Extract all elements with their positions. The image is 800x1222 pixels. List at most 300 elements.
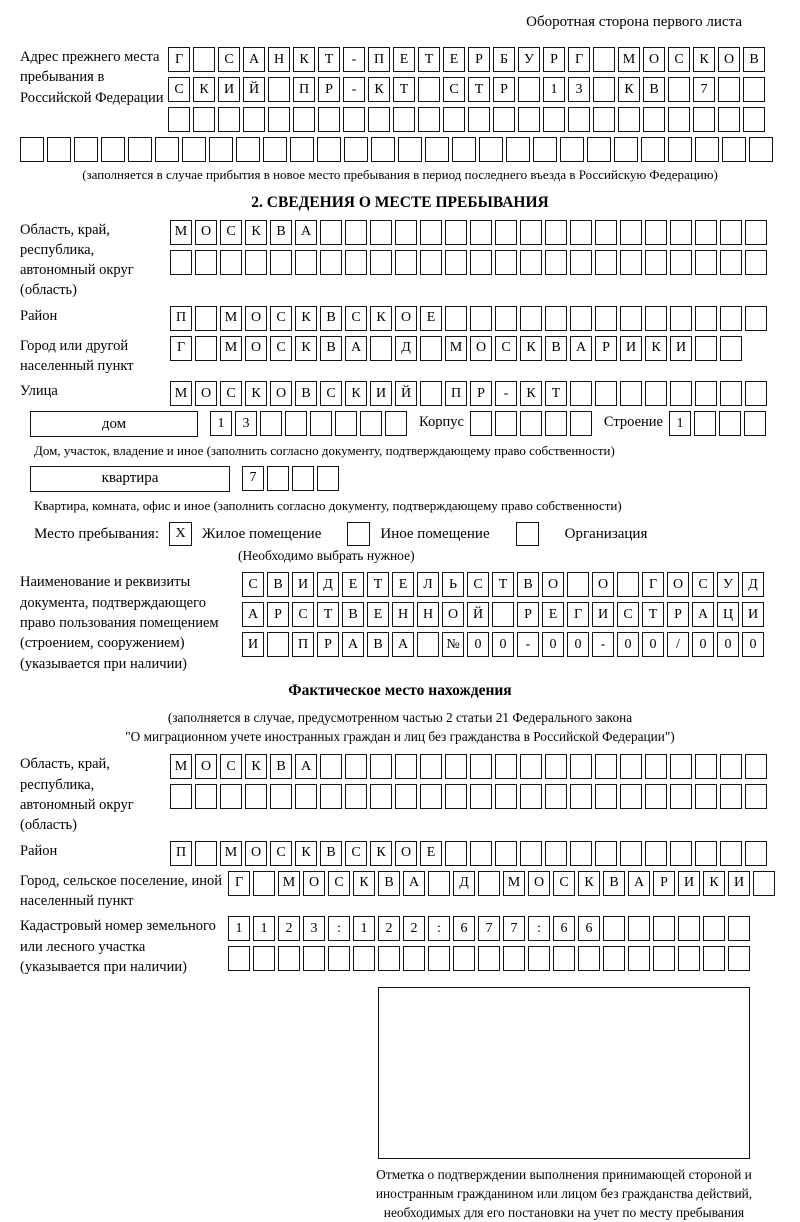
form-cell[interactable] xyxy=(543,107,565,132)
form-cell[interactable] xyxy=(668,77,690,102)
form-cell[interactable] xyxy=(420,250,442,275)
form-cell[interactable] xyxy=(628,946,650,971)
form-cell[interactable] xyxy=(420,220,442,245)
form-cell[interactable] xyxy=(520,306,542,331)
form-cell[interactable]: Г xyxy=(168,47,190,72)
form-cell[interactable] xyxy=(745,841,767,866)
form-cell[interactable] xyxy=(545,841,567,866)
form-cell[interactable] xyxy=(620,784,642,809)
form-cell[interactable]: - xyxy=(343,77,365,102)
form-cell[interactable] xyxy=(195,336,217,361)
form-cell[interactable] xyxy=(345,784,367,809)
form-cell[interactable] xyxy=(285,411,307,436)
form-cell[interactable] xyxy=(570,841,592,866)
form-cell[interactable] xyxy=(695,336,717,361)
form-cell[interactable] xyxy=(443,107,465,132)
form-cell[interactable]: 0 xyxy=(567,632,589,657)
form-cell[interactable]: К xyxy=(618,77,640,102)
form-cell[interactable]: Д xyxy=(453,871,475,896)
form-cell[interactable] xyxy=(720,841,742,866)
form-cell[interactable] xyxy=(478,871,500,896)
form-cell[interactable]: К xyxy=(370,841,392,866)
form-cell[interactable] xyxy=(645,220,667,245)
form-cell[interactable] xyxy=(478,946,500,971)
form-cell[interactable]: Е xyxy=(392,572,414,597)
form-cell[interactable]: Б xyxy=(493,47,515,72)
form-cell[interactable] xyxy=(267,466,289,491)
form-cell[interactable]: 0 xyxy=(492,632,514,657)
form-cell[interactable] xyxy=(678,916,700,941)
form-cell[interactable] xyxy=(320,754,342,779)
form-cell[interactable] xyxy=(345,220,367,245)
form-cell[interactable] xyxy=(595,754,617,779)
form-cell[interactable] xyxy=(290,137,314,162)
form-cell[interactable]: С xyxy=(495,336,517,361)
form-cell[interactable]: В xyxy=(320,841,342,866)
form-cell[interactable]: С xyxy=(270,841,292,866)
form-cell[interactable]: С xyxy=(320,381,342,406)
form-cell[interactable] xyxy=(694,411,716,436)
form-cell[interactable]: К xyxy=(245,220,267,245)
form-cell[interactable] xyxy=(317,137,341,162)
form-cell[interactable] xyxy=(645,306,667,331)
form-cell[interactable]: Р xyxy=(468,47,490,72)
form-cell[interactable]: В xyxy=(270,220,292,245)
form-cell[interactable]: А xyxy=(403,871,425,896)
form-cell[interactable]: А xyxy=(295,754,317,779)
form-cell[interactable] xyxy=(506,137,530,162)
form-cell[interactable] xyxy=(195,784,217,809)
form-cell[interactable]: К xyxy=(645,336,667,361)
form-cell[interactable]: М xyxy=(170,754,192,779)
form-cell[interactable] xyxy=(568,107,590,132)
form-cell[interactable] xyxy=(343,107,365,132)
form-cell[interactable]: С xyxy=(292,602,314,627)
form-cell[interactable]: 3 xyxy=(568,77,590,102)
form-cell[interactable] xyxy=(653,946,675,971)
form-cell[interactable]: / xyxy=(667,632,689,657)
form-cell[interactable]: М xyxy=(220,336,242,361)
form-cell[interactable] xyxy=(370,784,392,809)
form-cell[interactable] xyxy=(495,754,517,779)
form-cell[interactable] xyxy=(670,306,692,331)
form-cell[interactable] xyxy=(317,466,339,491)
form-cell[interactable] xyxy=(645,841,667,866)
form-cell[interactable]: В xyxy=(320,306,342,331)
form-cell[interactable] xyxy=(720,220,742,245)
form-cell[interactable] xyxy=(253,946,275,971)
form-cell[interactable] xyxy=(268,107,290,132)
form-cell[interactable] xyxy=(745,784,767,809)
form-cell[interactable]: Р xyxy=(653,871,675,896)
form-cell[interactable]: В xyxy=(378,871,400,896)
form-cell[interactable] xyxy=(452,137,476,162)
form-cell[interactable]: О xyxy=(718,47,740,72)
form-cell[interactable] xyxy=(520,411,542,436)
form-cell[interactable] xyxy=(428,946,450,971)
form-cell[interactable]: О xyxy=(195,754,217,779)
form-cell[interactable]: К xyxy=(368,77,390,102)
form-cell[interactable] xyxy=(620,220,642,245)
form-cell[interactable] xyxy=(595,220,617,245)
form-cell[interactable]: 3 xyxy=(235,411,257,436)
form-cell[interactable] xyxy=(520,754,542,779)
form-cell[interactable] xyxy=(495,306,517,331)
form-cell[interactable] xyxy=(570,754,592,779)
form-cell[interactable] xyxy=(220,784,242,809)
form-cell[interactable] xyxy=(245,250,267,275)
form-cell[interactable]: : xyxy=(428,916,450,941)
form-cell[interactable] xyxy=(720,784,742,809)
form-cell[interactable]: Ц xyxy=(717,602,739,627)
form-cell[interactable]: В xyxy=(643,77,665,102)
form-cell[interactable]: Т xyxy=(317,602,339,627)
form-cell[interactable]: С xyxy=(220,381,242,406)
form-cell[interactable] xyxy=(371,137,395,162)
form-cell[interactable] xyxy=(587,137,611,162)
form-cell[interactable] xyxy=(195,250,217,275)
form-cell[interactable] xyxy=(545,220,567,245)
form-cell[interactable] xyxy=(420,381,442,406)
form-cell[interactable]: Е xyxy=(420,306,442,331)
form-cell[interactable] xyxy=(320,220,342,245)
form-cell[interactable] xyxy=(645,784,667,809)
form-cell[interactable]: Р xyxy=(667,602,689,627)
form-cell[interactable]: В xyxy=(295,381,317,406)
form-cell[interactable]: С xyxy=(242,572,264,597)
form-cell[interactable]: Н xyxy=(392,602,414,627)
form-cell[interactable] xyxy=(445,250,467,275)
form-cell[interactable]: Г xyxy=(170,336,192,361)
form-cell[interactable] xyxy=(570,250,592,275)
form-cell[interactable]: О xyxy=(542,572,564,597)
form-cell[interactable] xyxy=(703,916,725,941)
form-cell[interactable] xyxy=(495,250,517,275)
form-cell[interactable] xyxy=(320,250,342,275)
form-cell[interactable] xyxy=(20,137,44,162)
form-cell[interactable] xyxy=(170,784,192,809)
form-cell[interactable] xyxy=(518,77,540,102)
form-cell[interactable] xyxy=(318,107,340,132)
form-cell[interactable] xyxy=(645,250,667,275)
form-cell[interactable]: К xyxy=(578,871,600,896)
form-cell[interactable]: : xyxy=(328,916,350,941)
form-cell[interactable] xyxy=(643,107,665,132)
form-cell[interactable]: Т xyxy=(642,602,664,627)
form-cell[interactable] xyxy=(218,107,240,132)
form-cell[interactable] xyxy=(570,411,592,436)
form-cell[interactable]: С xyxy=(443,77,465,102)
form-cell[interactable] xyxy=(595,381,617,406)
form-cell[interactable]: П xyxy=(368,47,390,72)
form-cell[interactable] xyxy=(470,841,492,866)
form-cell[interactable]: А xyxy=(628,871,650,896)
form-cell[interactable] xyxy=(728,946,750,971)
form-cell[interactable]: Г xyxy=(228,871,250,896)
form-cell[interactable]: И xyxy=(670,336,692,361)
form-cell[interactable]: - xyxy=(495,381,517,406)
form-cell[interactable] xyxy=(553,946,575,971)
form-cell[interactable] xyxy=(618,107,640,132)
form-cell[interactable]: Й xyxy=(467,602,489,627)
form-cell[interactable]: Р xyxy=(517,602,539,627)
form-cell[interactable]: Е xyxy=(393,47,415,72)
form-cell[interactable] xyxy=(595,250,617,275)
form-cell[interactable] xyxy=(170,250,192,275)
form-cell[interactable]: М xyxy=(503,871,525,896)
form-cell[interactable]: А xyxy=(295,220,317,245)
form-cell[interactable] xyxy=(695,306,717,331)
form-cell[interactable] xyxy=(101,137,125,162)
form-cell[interactable] xyxy=(720,754,742,779)
form-cell[interactable]: С xyxy=(345,841,367,866)
form-cell[interactable] xyxy=(370,220,392,245)
form-cell[interactable] xyxy=(420,336,442,361)
form-cell[interactable] xyxy=(495,784,517,809)
form-cell[interactable]: И xyxy=(678,871,700,896)
form-cell[interactable] xyxy=(595,784,617,809)
form-cell[interactable] xyxy=(720,381,742,406)
form-cell[interactable] xyxy=(695,754,717,779)
form-cell[interactable]: И xyxy=(292,572,314,597)
form-cell[interactable]: 1 xyxy=(228,916,250,941)
form-cell[interactable] xyxy=(503,946,525,971)
form-cell[interactable] xyxy=(670,250,692,275)
form-cell[interactable] xyxy=(545,784,567,809)
form-cell[interactable]: И xyxy=(370,381,392,406)
form-cell[interactable]: В xyxy=(267,572,289,597)
form-cell[interactable]: 2 xyxy=(278,916,300,941)
form-cell[interactable] xyxy=(295,250,317,275)
form-cell[interactable] xyxy=(420,784,442,809)
form-cell[interactable]: Т xyxy=(492,572,514,597)
form-cell[interactable]: И xyxy=(742,602,764,627)
form-cell[interactable]: - xyxy=(343,47,365,72)
form-cell[interactable]: А xyxy=(570,336,592,361)
form-cell[interactable]: С xyxy=(218,47,240,72)
form-cell[interactable]: О xyxy=(395,841,417,866)
form-cell[interactable]: Р xyxy=(543,47,565,72)
form-cell[interactable]: 2 xyxy=(403,916,425,941)
form-cell[interactable] xyxy=(753,871,775,896)
form-cell[interactable]: С xyxy=(467,572,489,597)
form-cell[interactable]: О xyxy=(667,572,689,597)
form-cell[interactable] xyxy=(420,754,442,779)
form-cell[interactable] xyxy=(670,841,692,866)
form-cell[interactable] xyxy=(418,107,440,132)
form-cell[interactable] xyxy=(703,946,725,971)
form-cell[interactable]: : xyxy=(528,916,550,941)
form-cell[interactable] xyxy=(718,107,740,132)
form-cell[interactable]: С xyxy=(220,220,242,245)
form-cell[interactable] xyxy=(695,841,717,866)
form-cell[interactable] xyxy=(360,411,382,436)
form-cell[interactable] xyxy=(595,841,617,866)
form-cell[interactable] xyxy=(470,306,492,331)
form-cell[interactable] xyxy=(378,946,400,971)
form-cell[interactable] xyxy=(745,754,767,779)
form-cell[interactable]: С xyxy=(328,871,350,896)
form-cell[interactable] xyxy=(344,137,368,162)
form-cell[interactable]: О xyxy=(303,871,325,896)
form-cell[interactable]: О xyxy=(245,306,267,331)
form-cell[interactable]: 0 xyxy=(542,632,564,657)
form-cell[interactable] xyxy=(745,250,767,275)
form-cell[interactable] xyxy=(370,250,392,275)
form-cell[interactable] xyxy=(278,946,300,971)
form-cell[interactable] xyxy=(545,411,567,436)
form-cell[interactable] xyxy=(445,841,467,866)
form-cell[interactable] xyxy=(695,784,717,809)
form-cell[interactable] xyxy=(155,137,179,162)
form-cell[interactable]: Д xyxy=(317,572,339,597)
form-cell[interactable] xyxy=(719,411,741,436)
form-cell[interactable]: О xyxy=(195,381,217,406)
form-cell[interactable] xyxy=(385,411,407,436)
form-cell[interactable] xyxy=(603,916,625,941)
form-cell[interactable] xyxy=(495,841,517,866)
form-cell[interactable] xyxy=(395,220,417,245)
form-cell[interactable] xyxy=(578,946,600,971)
form-cell[interactable]: 2 xyxy=(378,916,400,941)
form-cell[interactable] xyxy=(695,381,717,406)
form-cell[interactable]: К xyxy=(245,381,267,406)
form-cell[interactable] xyxy=(470,411,492,436)
form-cell[interactable]: Т xyxy=(468,77,490,102)
checkbox-inoe[interactable] xyxy=(347,522,370,546)
form-cell[interactable]: Т xyxy=(318,47,340,72)
form-cell[interactable]: 0 xyxy=(617,632,639,657)
form-cell[interactable] xyxy=(745,381,767,406)
form-cell[interactable]: Е xyxy=(367,602,389,627)
form-cell[interactable] xyxy=(744,411,766,436)
form-cell[interactable] xyxy=(695,250,717,275)
form-cell[interactable]: 0 xyxy=(692,632,714,657)
form-cell[interactable] xyxy=(353,946,375,971)
form-cell[interactable] xyxy=(570,381,592,406)
form-cell[interactable] xyxy=(670,220,692,245)
form-cell[interactable] xyxy=(678,946,700,971)
form-cell[interactable] xyxy=(641,137,665,162)
form-cell[interactable] xyxy=(620,381,642,406)
form-cell[interactable]: К xyxy=(520,381,542,406)
form-cell[interactable] xyxy=(445,220,467,245)
form-cell[interactable]: 1 xyxy=(210,411,232,436)
form-cell[interactable]: И xyxy=(218,77,240,102)
form-cell[interactable]: К xyxy=(295,841,317,866)
form-cell[interactable] xyxy=(670,381,692,406)
form-cell[interactable] xyxy=(267,632,289,657)
form-cell[interactable]: С xyxy=(668,47,690,72)
form-cell[interactable]: 0 xyxy=(467,632,489,657)
form-cell[interactable]: С xyxy=(553,871,575,896)
form-cell[interactable] xyxy=(749,137,773,162)
form-cell[interactable] xyxy=(195,306,217,331)
form-cell[interactable] xyxy=(398,137,422,162)
form-cell[interactable]: П xyxy=(445,381,467,406)
form-cell[interactable]: К xyxy=(193,77,215,102)
form-cell[interactable]: 7 xyxy=(693,77,715,102)
form-cell[interactable]: О xyxy=(528,871,550,896)
form-cell[interactable] xyxy=(570,220,592,245)
form-cell[interactable] xyxy=(492,602,514,627)
form-cell[interactable] xyxy=(310,411,332,436)
form-cell[interactable] xyxy=(495,220,517,245)
form-cell[interactable]: П xyxy=(293,77,315,102)
form-cell[interactable]: С xyxy=(345,306,367,331)
form-cell[interactable]: Г xyxy=(642,572,664,597)
form-cell[interactable] xyxy=(195,841,217,866)
form-cell[interactable] xyxy=(645,754,667,779)
form-cell[interactable] xyxy=(518,107,540,132)
form-cell[interactable] xyxy=(395,250,417,275)
form-cell[interactable] xyxy=(236,137,260,162)
form-cell[interactable]: С xyxy=(220,754,242,779)
form-cell[interactable] xyxy=(620,250,642,275)
form-cell[interactable] xyxy=(370,336,392,361)
form-cell[interactable]: П xyxy=(170,841,192,866)
form-cell[interactable] xyxy=(418,77,440,102)
form-cell[interactable] xyxy=(728,916,750,941)
form-cell[interactable]: В xyxy=(320,336,342,361)
form-cell[interactable]: К xyxy=(370,306,392,331)
form-cell[interactable] xyxy=(593,107,615,132)
form-cell[interactable]: К xyxy=(295,306,317,331)
form-cell[interactable] xyxy=(345,250,367,275)
form-cell[interactable]: Г xyxy=(568,47,590,72)
form-cell[interactable]: 1 xyxy=(353,916,375,941)
form-cell[interactable] xyxy=(395,754,417,779)
form-cell[interactable]: Г xyxy=(567,602,589,627)
form-cell[interactable]: М xyxy=(170,381,192,406)
form-cell[interactable]: В xyxy=(342,602,364,627)
form-cell[interactable]: Д xyxy=(742,572,764,597)
form-cell[interactable] xyxy=(743,77,765,102)
form-cell[interactable] xyxy=(720,250,742,275)
form-cell[interactable]: П xyxy=(170,306,192,331)
form-cell[interactable] xyxy=(479,137,503,162)
form-cell[interactable] xyxy=(263,137,287,162)
form-cell[interactable] xyxy=(393,107,415,132)
form-cell[interactable]: Ь xyxy=(442,572,464,597)
form-cell[interactable]: О xyxy=(245,841,267,866)
form-cell[interactable] xyxy=(495,411,517,436)
form-cell[interactable] xyxy=(620,754,642,779)
form-cell[interactable]: М xyxy=(278,871,300,896)
form-cell[interactable] xyxy=(720,336,742,361)
form-cell[interactable] xyxy=(743,107,765,132)
form-cell[interactable] xyxy=(545,754,567,779)
form-cell[interactable] xyxy=(520,784,542,809)
form-cell[interactable]: М xyxy=(170,220,192,245)
form-cell[interactable]: А xyxy=(243,47,265,72)
form-cell[interactable]: Е xyxy=(420,841,442,866)
form-cell[interactable] xyxy=(425,137,449,162)
form-cell[interactable]: Р xyxy=(267,602,289,627)
form-cell[interactable] xyxy=(182,137,206,162)
form-cell[interactable] xyxy=(570,784,592,809)
form-cell[interactable] xyxy=(253,871,275,896)
form-cell[interactable]: В xyxy=(743,47,765,72)
form-cell[interactable] xyxy=(370,754,392,779)
form-cell[interactable]: Е xyxy=(443,47,465,72)
form-cell[interactable] xyxy=(470,754,492,779)
form-cell[interactable] xyxy=(545,250,567,275)
form-cell[interactable]: Т xyxy=(418,47,440,72)
form-cell[interactable]: В xyxy=(517,572,539,597)
form-cell[interactable] xyxy=(595,306,617,331)
form-cell[interactable] xyxy=(520,220,542,245)
